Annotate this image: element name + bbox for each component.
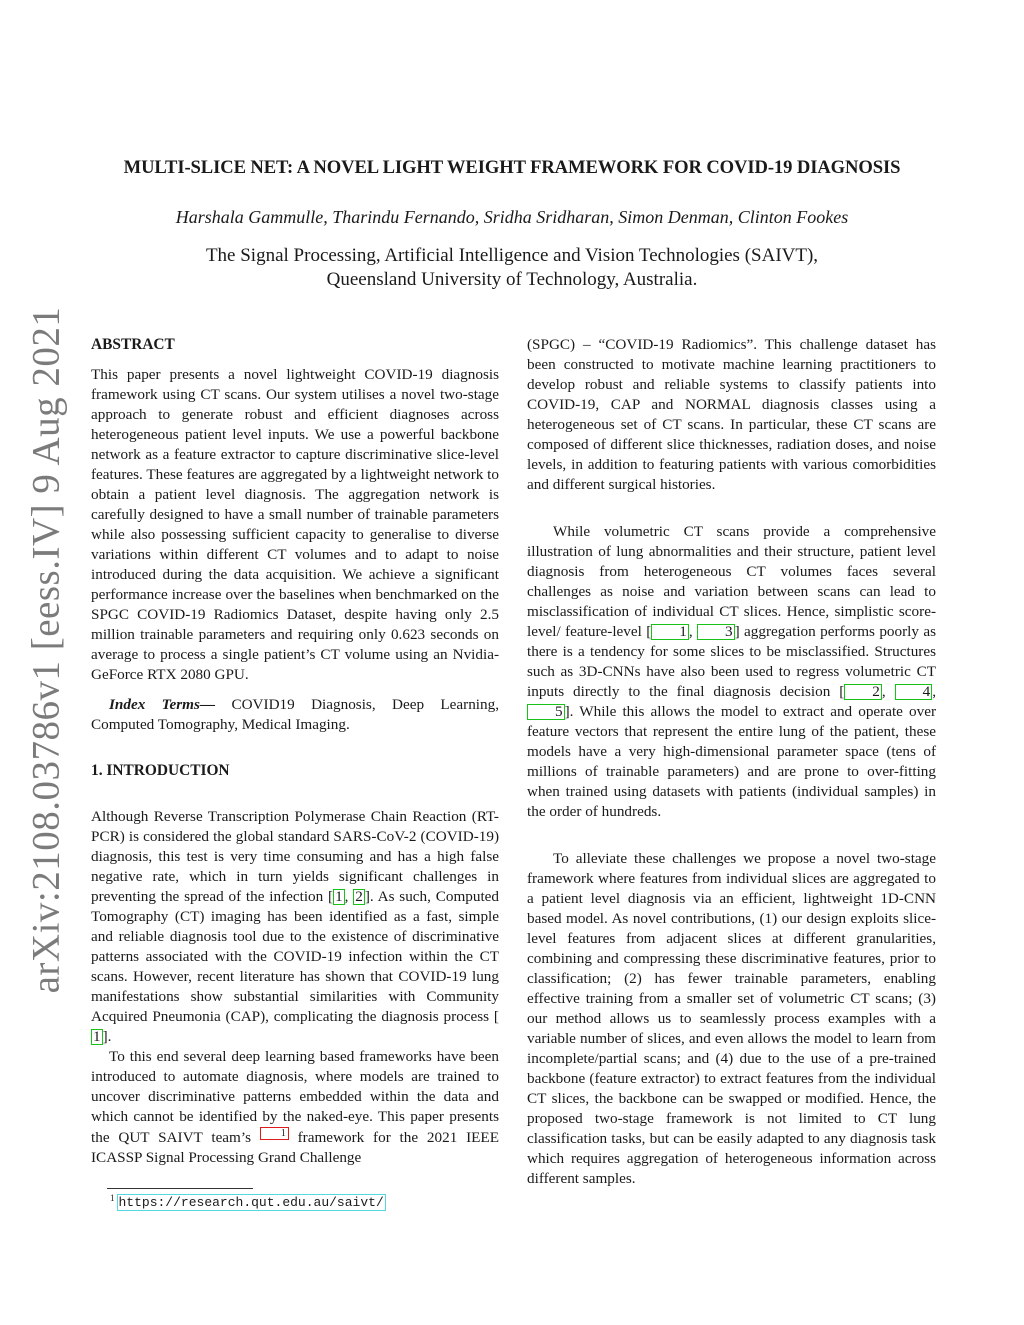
citation-link[interactable]: 2 [844, 684, 882, 700]
citation-link[interactable]: 1 [93, 1028, 101, 1045]
author-list: Harshala Gammulle, Tharindu Fernando, Sridha Sridharan, Simon Denman, Clinton Fookes [175, 207, 849, 227]
citation-link[interactable]: 1 [651, 624, 689, 640]
citation-link[interactable]: 3 [697, 624, 735, 640]
right-p2-text-d: , [881, 683, 895, 700]
right-p2-text-f: ]. While this allows the model to extract and operate over feature vectors that represent the entire lung of the patient, these models have a very high-dimensional parameter space (tens of millions of trainable parameters) and are prone to over-fitting when trained using datasets with patients (individual samples) in the order of hundreds. [527, 703, 936, 820]
right-paragraph-3: To alleviate these challenges we propose a novel two-stage framework where features from individual slices are aggregated to a patient level diagnosis via an efficient, lightweight 1D-CNN based model. As novel contributions, (1) our design exploits slice-level features from adjacent slices at different granularities, combining and compressing these discriminative features, prior to classification; (2) has fewer trainable parameters, enabling effective training from a smaller set of volumetric CT scans; (3) our method allows us to seamlessly process examples with a variable number of slices, and even allows the model to learn from incomplete/partial scans; and (4) due to the use of a pre-trained backbone (feature extractor) to extract features from the individual CT slices, the backbone can be swapped or modified. Hence, the proposed two-stage framework is not limited to CT lung classification tasks, but can be easily adapted to any diagnosis task which requires aggregation of heterogeneous information across different samples. [527, 850, 936, 1187]
left-column [91, 335, 499, 1168]
right-paragraph-2 [527, 522, 936, 822]
citation-link[interactable]: 1 [335, 888, 343, 905]
affiliation [60, 244, 964, 292]
index-terms [91, 695, 499, 735]
right-p2-text-b: , [688, 623, 698, 640]
right-paragraph-1: (SPGC) – “COVID-19 Radiomics”. This challenge dataset has been constructed to motivate machine learning practitioners to develop robust and reliable systems to classify patients into COVID-19, CAP and NORMAL diagnosis classes using a heterogeneous set of CT scans. In particular, these CT scans are composed of different slice thicknesses, radiation doses, and noise levels, in addition to featuring patients with various comorbidities and different surgical histories. [527, 336, 936, 493]
intro-p2-text-a: To this end several deep learning based frameworks have been introduced to automate diagnosis, where models are trained to uncover discriminative patterns embedded within the data and which cannot be identified by the naked-eye. This paper presents the QUT SAIVT team’s [91, 1048, 499, 1147]
footnote-number: 1 [110, 1193, 115, 1203]
intro-p1-text-b: , [344, 888, 354, 905]
footnote-divider [107, 1188, 253, 1189]
abstract-text: This paper presents a novel lightweight COVID-19 diagnosis framework using CT scans. Our system utilises a novel two-stage approach to generate robust and efficient diagnoses across heterogeneous patient level inputs. We use a powerful backbone network as a feature extractor to capture discriminative slice-level features. These features are aggregated by a lightweight network to obtain a patient level diagnosis. The aggregation network is carefully designed to have a small number of trainable parameters while also possessing sufficient capacity to generalise to diverse variations within different CT volumes and to adapt to noise introduced during the data acquisition. We achieve a significant performance increase over the baselines when benchmarked on the SPGC COVID-19 Radiomics Dataset, despite having only 2.5 million trainable parameters and requiring only 0.623 seconds on average to process a single patient’s CT volume using an Nvidia-GeForce RTX 2080 GPU. [91, 366, 499, 683]
footnote [110, 1193, 386, 1210]
intro-p1-text-c: ]. As such, Computed Tomography (CT) imaging has been identified as a fast, simple and reliable diagnosis tool due to the existence of discriminative patterns associated with the COVID-19 infection within the CT scans. However, recent literature has shown that COVID-19 lung manifestations show substantial similarities with Community Acquired Pneumonia (CAP), complicating the diagnosis process [ [91, 888, 499, 1025]
footnote-url-link[interactable]: https://research.qut.edu.au/saivt/ [118, 1195, 384, 1211]
intro-p1-text-d: ]. [102, 1028, 112, 1045]
citation-link[interactable]: 4 [895, 684, 933, 700]
intro-paragraph-1 [91, 807, 499, 1047]
right-column [527, 335, 936, 1189]
right-p2-text-a: While volumetric CT scans provide a comprehensive illustration of lung abnormalities and their structure, patient level diagnosis from heterogeneous CT volumes faces several challenges as noise and variation between scans can lead to misclassification of individual CT slices. Hence, simplistic score-level/ feature-level [ [527, 523, 936, 640]
arxiv-identifier[interactable]: arXiv:2108.03786v1 [eess.IV] 9 Aug 2021 [24, 306, 68, 994]
citation-link[interactable]: 5 [527, 704, 565, 720]
intro-p1-text-a: Although Reverse Transcription Polymerase Chain Reaction (RT-PCR) is considered the global standard SARS-CoV-2 (COVID-19) diagnosis, this test is very time consuming and has a high false negative rate, which in turn yields significant challenges in preventing the spread of the infection [ [91, 808, 499, 905]
intro-paragraph-2 [91, 1047, 499, 1168]
right-p2-text-c: ] aggregation performs poorly as there is a tendency for some slices to be misclassified. Structures such as 3D-CNNs have also been used to regress volumetric CT inputs directly to the final diagnosis decision [ [527, 623, 936, 700]
citation-link[interactable]: 2 [355, 888, 363, 905]
paper-title: MULTI-SLICE NET: A NOVEL LIGHT WEIGHT FRAMEWORK FOR COVID-19 DIAGNOSIS [123, 157, 901, 178]
index-terms-text: COVID19 Diagnosis, Deep Learning, Computed Tomography, Medical Imaging. [91, 696, 500, 733]
affiliation-line-2: Queensland University of Technology, Australia. [326, 269, 698, 290]
affiliation-line-1: The Signal Processing, Artificial Intelligence and Vision Technologies (SAIVT), [205, 245, 819, 266]
footnote-link[interactable]: 1 [260, 1127, 289, 1140]
intro-heading: 1. INTRODUCTION [91, 762, 230, 779]
index-terms-label: Index Terms— [109, 696, 216, 713]
right-p2-text-e: , [932, 683, 937, 700]
intro-p2-text-b: framework for the 2021 IEEE ICASSP Signal Processing Grand Challenge [91, 1129, 499, 1167]
abstract-heading: ABSTRACT [91, 336, 175, 353]
